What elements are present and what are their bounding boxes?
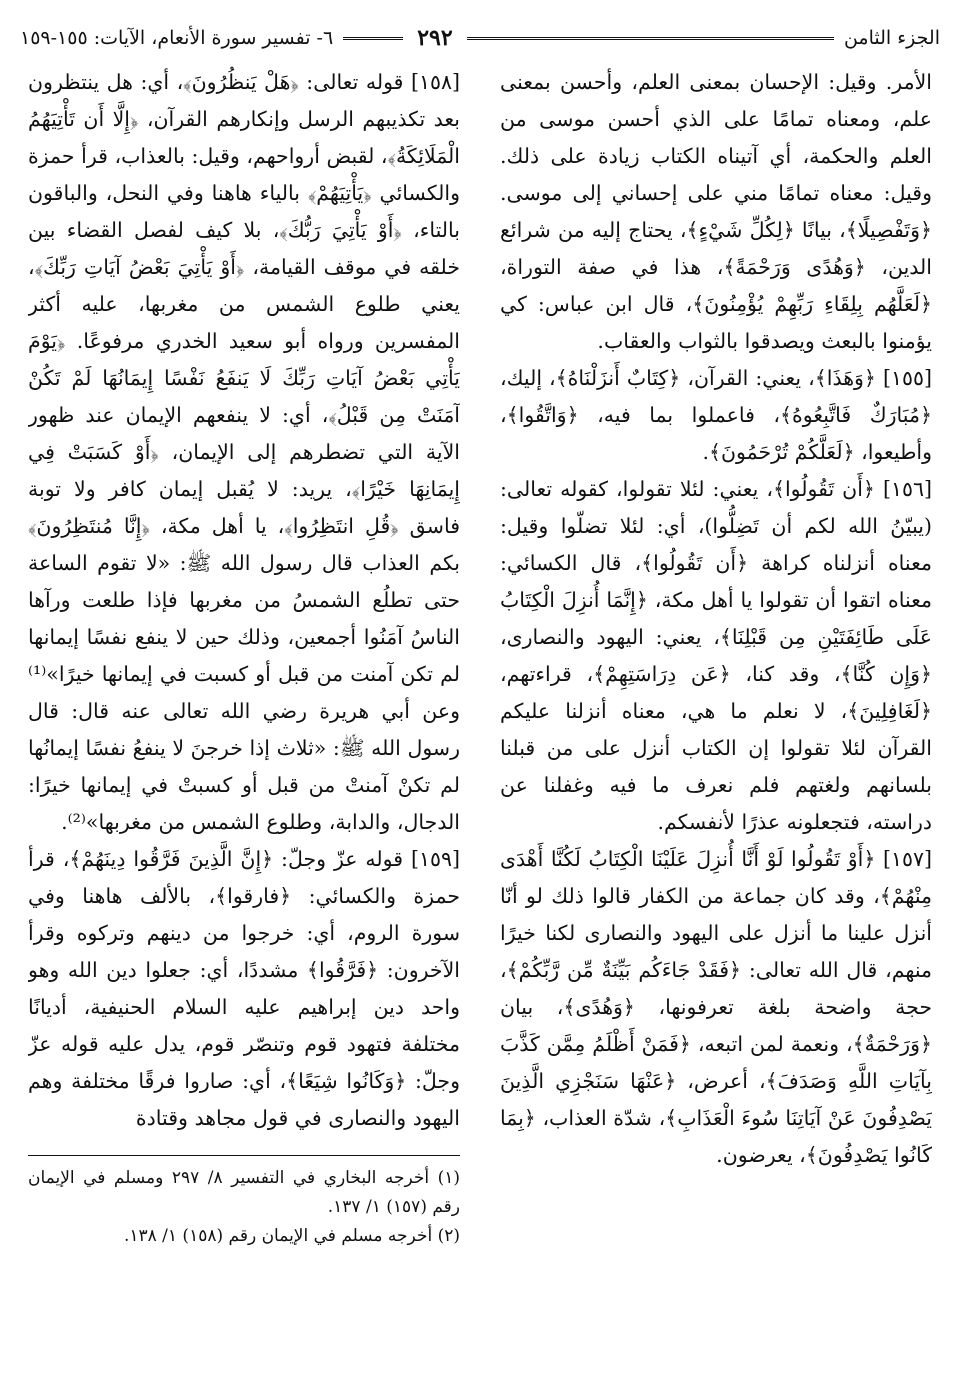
paragraph: [١٥٥] ﴿وَهَذَا﴾، يعني: القرآن، ﴿كِتَابٌ أَنزَلْنَاهُ﴾، إليك، ﴿مُبَارَكٌ فَاتَّبِعُوهُ﴾، فاعملوا بما فيه، ﴿وَاتَّقُوا﴾، وأطيعوا، ﴿لَعَلَّكُمْ تُرْحَمُونَ﴾.: [500, 366, 932, 464]
footnote: (٢) أخرجه مسلم في الإيمان رقم (١٥٨) ١/ ١٣٨.: [123, 1226, 460, 1246]
footnote: (١) أخرجه البخاري في التفسير ٨/ ٢٩٧ ومسلم في الإيمان رقم (١٥٧) ١/ ١٣٧.: [28, 1168, 460, 1217]
paragraph: [١٥٧] ﴿أَوْ تَقُولُوا لَوْ أَنَّا أُنزِلَ عَلَيْنَا الْكِتَابُ لَكُنَّا أَهْدَى مِنْهُمْ﴾، وقد كان جماعة من الكفار قالوا ذلك لو أنّا أنزل علينا ما أنزل على اليهود والنصارى لكنا خيرًا منهم، قال الله تعالى: ﴿فَقَدْ جَاءَكُم بَيِّنَةٌ مِّن رَّبِّكُمْ﴾، حجة واضحة بلغة تعرفونها، ﴿وَهُدًى﴾، بيان ﴿وَرَحْمَةٌ﴾، ونعمة لمن اتبعه، ﴿فَمَنْ أَظْلَمُ مِمَّن كَذَّبَ بِآيَاتِ اللَّهِ وَصَدَفَ﴾، أعرض، ﴿عَنْهَا سَنَجْزِي الَّذِينَ يَصْدِفُونَ عَنْ آيَاتِنَا سُوءَ الْعَذَابِ﴾، شدّة العذاب، ﴿بِمَا كَانُوا يَصْدِفُونَ﴾، يعرضون.: [500, 847, 932, 1167]
footnotes: [28, 1155, 460, 1251]
part-title: الجزء الثامن: [843, 27, 940, 49]
paragraph: [١٥٨] قوله تعالى: ﴿هَلْ يَنظُرُونَ﴾، أي: هل ينتظرون بعد تكذيبهم الرسل وإنكارهم القرآن، ﴿إِلَّا أَن تَأْتِيَهُمُ الْمَلَائِكَةُ﴾، لقبض أرواحهم، وقيل: بالعذاب، قرأ حمزة والكسائي ﴿يَأْتِيَهُمْ﴾ بالياء هاهنا وفي النحل، والباقون بالتاء، ﴿أَوْ يَأْتِيَ رَبُّكَ﴾، بلا كيف لفصل القضاء بين خلقه في موقف القيامة، ﴿أَوْ يَأْتِيَ بَعْضُ آيَاتِ رَبِّكَ﴾، يعني طلوع الشمس من مغربها، عليه أكثر المفسرين ورواه أبو سعيد الخدري مرفوعًا. ﴿يَوْمَ يَأْتِي بَعْضُ آيَاتِ رَبِّكَ لَا يَنفَعُ نَفْسًا إِيمَانُهَا لَمْ تَكُنْ آمَنَتْ مِن قَبْلُ﴾، أي: لا ينفعهم الإيمان عند ظهور الآية التي تضطرهم إلى الإيمان، ﴿أَوْ كَسَبَتْ فِي إِيمَانِهَا خَيْرًا﴾، يريد: لا يُقبل إيمان كافر ولا توبة فاسق ﴿قُلِ انتَظِرُوا﴾، يا أهل مكة، ﴿إِنَّا مُنتَظِرُونَ﴾ بكم العذاب قال رسول الله ﷺ: «لا تقوم الساعة حتى تطلُع الشمسُ من مغربها فإذا طلعت ورآها الناسُ آمَنُوا أجمعين، وذلك حين لا ينفع نفسًا إيمانها لم تكن آمنت من قبل أو كسبت في إيمانها خيرًا»⁽¹⁾ وعن أبي هريرة رضي الله تعالى عنه قال: قال رسول الله ﷺ: «ثلاث إذا خرجنَ لا ينفعُ نفسًا إيمانُها لم تكنْ آمنتْ من قبل أو كسبتْ في إيمانها خيرًا: الدجال، والدابة، وطلوع الشمس من مغربها»⁽²⁾.: [28, 70, 460, 834]
left-column: [28, 64, 460, 1380]
header-rule: [467, 37, 834, 40]
page-number: ٢٩٢: [417, 25, 453, 51]
surah-title: ٦- تفسير سورة الأنعام، الآيات: ١٥٥-١٥٩: [20, 27, 334, 49]
paragraph: الأمر. وقيل: الإحسان بمعنى العلم، وأحسن بمعنى علم، ومعناه تمامًا على الذي أحسن موسى من العلم والحكمة، أي آتيناه الكتاب زيادة على ذلك. وقيل: معناه تمامًا مني على إحساني إلى موسى. ﴿وَتَفْصِيلًا﴾، بيانًا ﴿لِكُلِّ شَيْءٍ﴾، يحتاج إليه من شرائع الدين، ﴿وَهُدًى وَرَحْمَةً﴾، هذا في صفة التوراة، ﴿لَعَلَّهُم بِلِقَاءِ رَبِّهِمْ يُؤْمِنُونَ﴾، قال ابن عباس: كي يؤمنوا بالبعث ويصدقوا بالثواب والعقاب.: [500, 70, 932, 353]
paragraph: [١٥٦] ﴿أَن تَقُولُوا﴾، يعني: لئلا تقولوا، كقوله تعالى: (يبيّنُ الله لكم أن تَضِلُّوا)، أي: لئلا تضلّوا وقيل: معناه أنزلناه كراهة ﴿أَن تَقُولُوا﴾، قال الكسائي: معناه اتقوا أن تقولوا يا أهل مكة، ﴿إِنَّمَا أُنزِلَ الْكِتَابُ عَلَى طَائِفَتَيْنِ مِن قَبْلِنَا﴾، يعني: اليهود والنصارى، ﴿وَإِن كُنَّا﴾، وقد كنا، ﴿عَن دِرَاسَتِهِمْ﴾، قراءتهم، ﴿لَغَافِلِينَ﴾، لا نعلم ما هي، معناه أنزلنا عليكم القرآن لئلا تقولوا إن الكتاب أنزل على من قبلنا بلسانهم ولغتهم فلم نعرف ما فيه وغفلنا عن دراسته، فتجعلونه عذرًا لأنفسكم.: [500, 477, 932, 834]
page-header: [20, 18, 940, 58]
right-column: [500, 64, 932, 1380]
paragraph: [١٥٩] قوله عزّ وجلّ: ﴿إِنَّ الَّذِينَ فَرَّقُوا دِينَهُمْ﴾، قرأ حمزة والكسائي: ﴿فارقوا﴾، بالألف هاهنا وفي سورة الروم، أي: خرجوا من دينهم وتركوه وقرأ الآخرون: ﴿فَرَّقُوا﴾ مشددًا، أي: جعلوا دين الله وهو واحد دين إبراهيم عليه السلام الحنيفية، أديانًا مختلفة فتهود قوم وتنصّر قوم، يدل عليه قوله عزّ وجلّ: ﴿وَكَانُوا شِيَعًا﴾، أي: صاروا فرقًا مختلفة وهم اليهود والنصارى في قول مجاهد وقتادة: [28, 847, 460, 1130]
header-rule-2: [343, 37, 403, 40]
